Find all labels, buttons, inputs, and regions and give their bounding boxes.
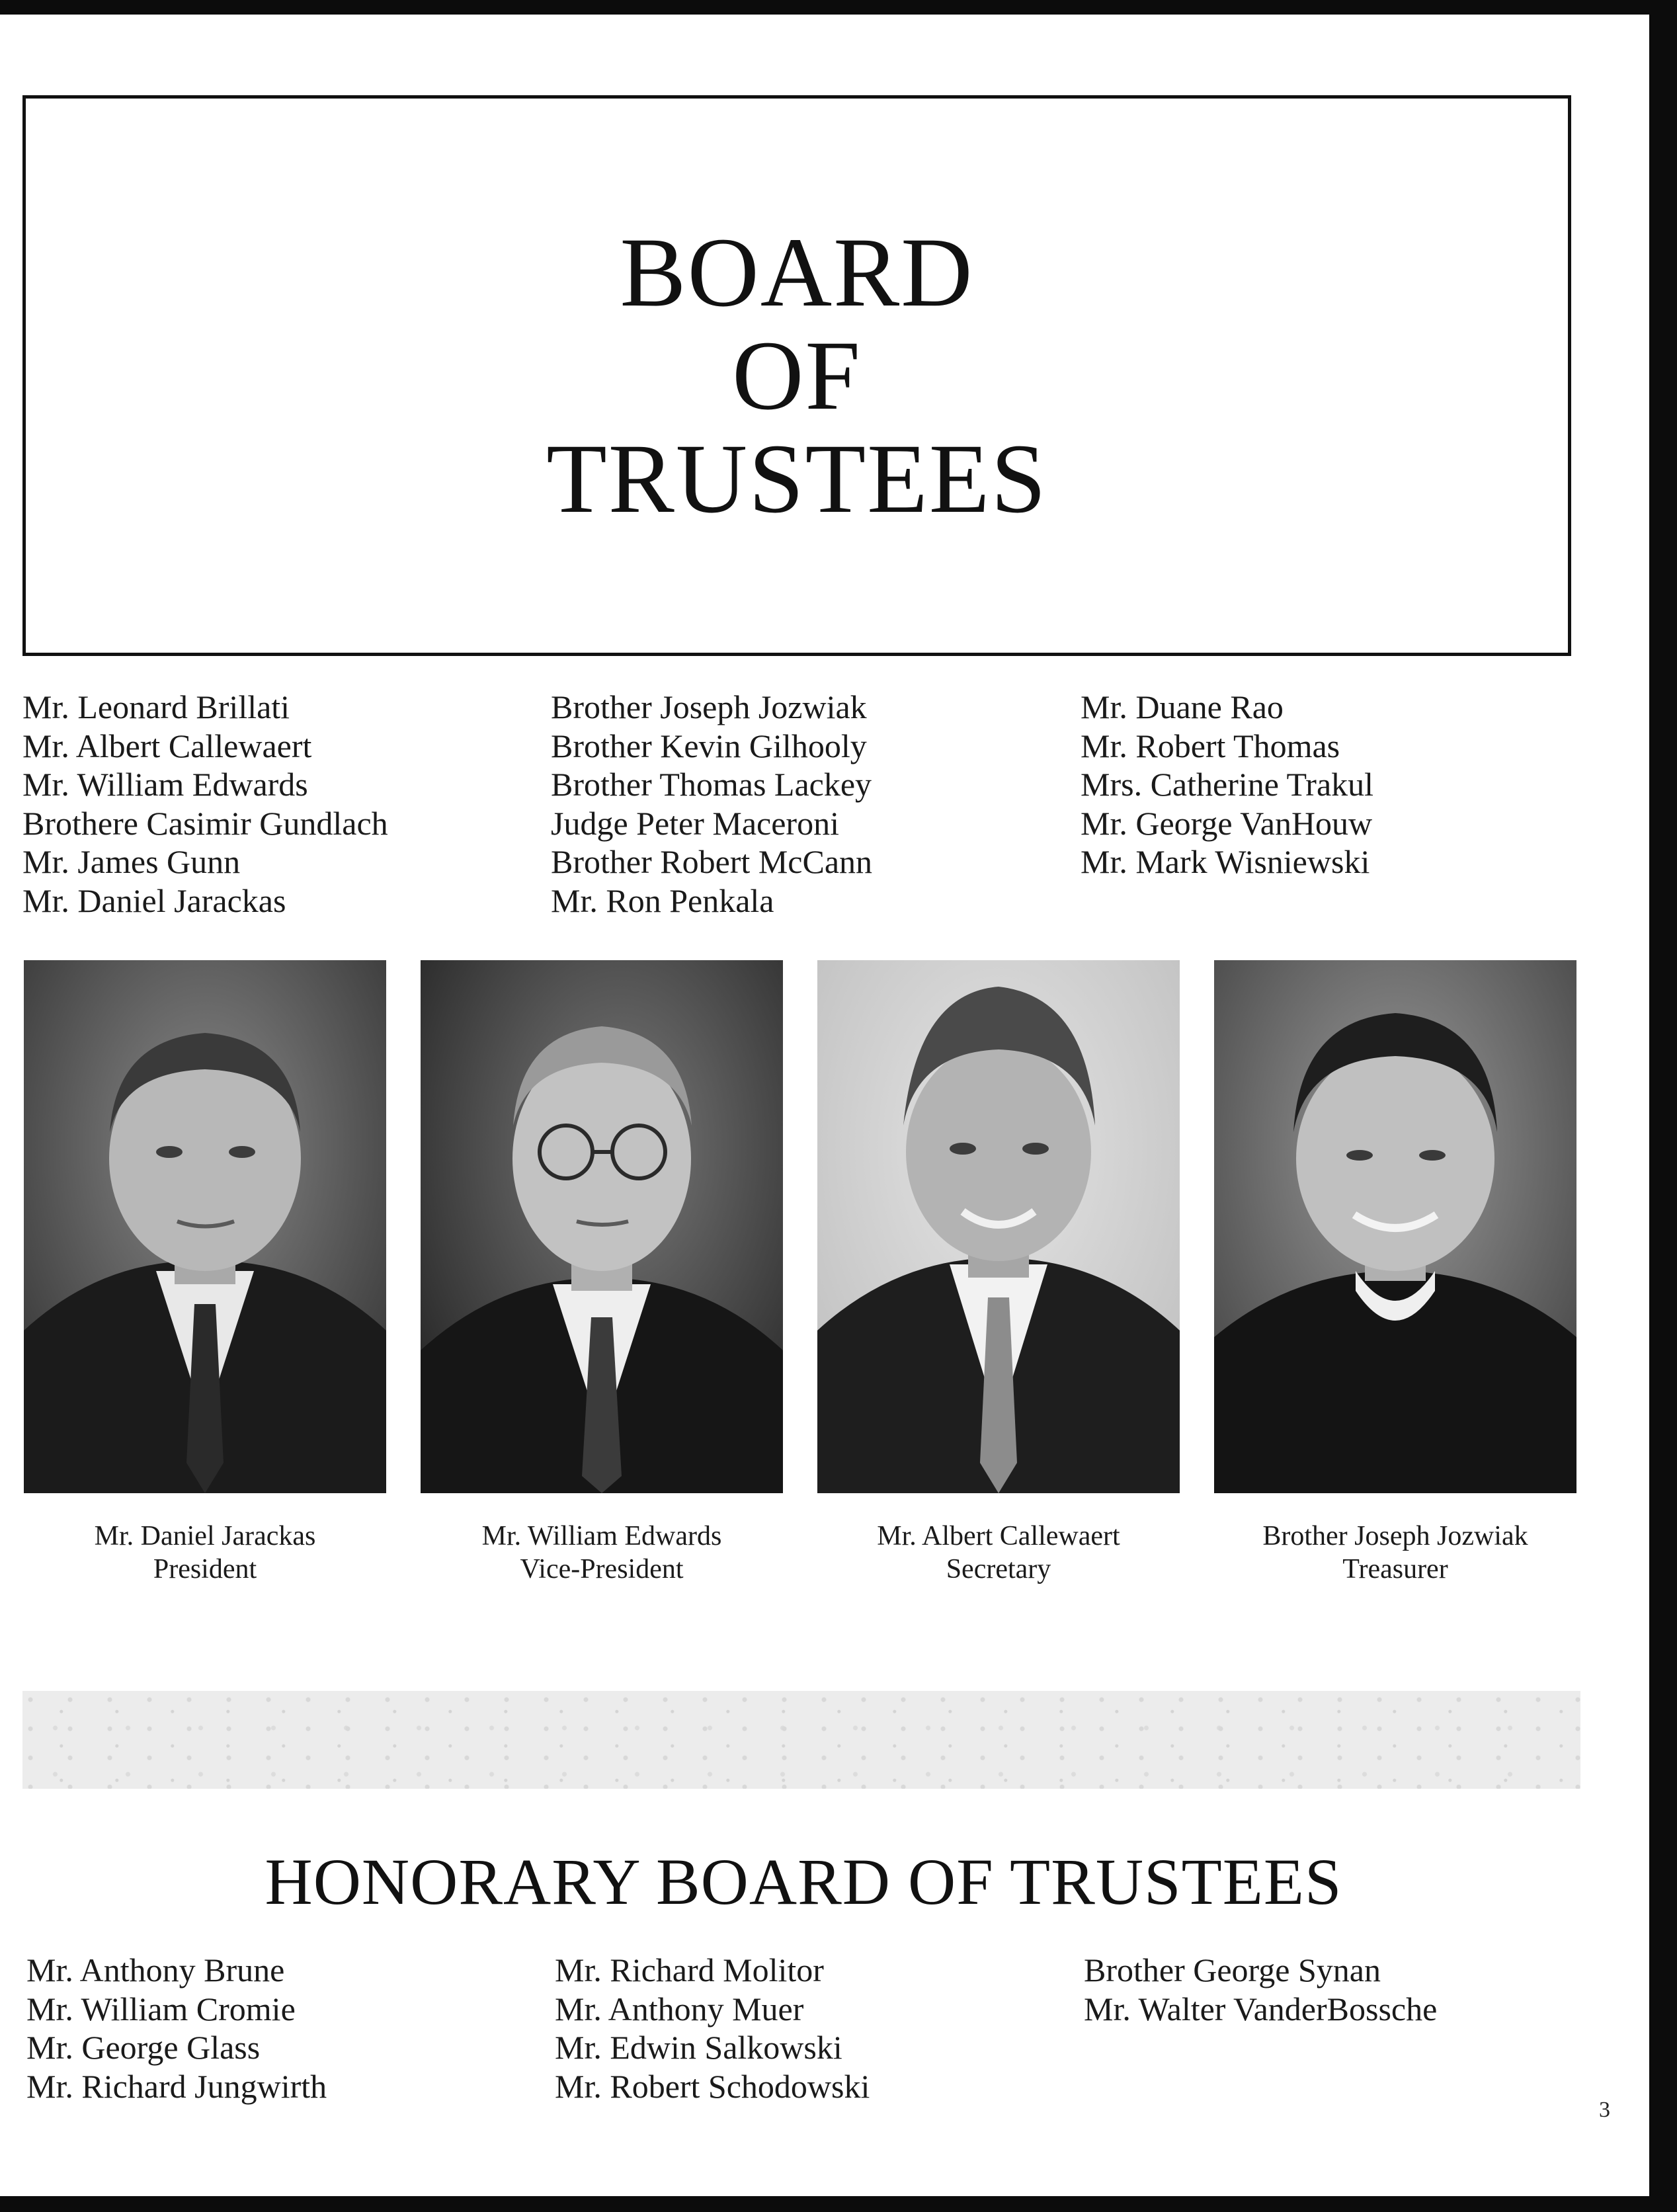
trustee-name: Mrs. Catherine Trakul [1081,766,1374,803]
honorary-name: Mr. Anthony Brune [26,1951,285,1988]
scan-edge-right [1649,0,1677,2212]
honorary-name: Mr. George Glass [26,2029,261,2066]
scan-edge-top [0,0,1677,15]
trustee-name: Mr. Mark Wisniewski [1081,843,1370,880]
trustee-name: Mr. James Gunn [22,843,241,880]
trustee-name: Mr. Ron Penkala [551,881,774,919]
portrait-vice-president-image [421,960,783,1493]
caption-role: President [153,1554,257,1584]
trustee-name: Mr. Leonard Brillati [22,688,290,725]
page-title [546,218,1047,534]
trustee-name: Mr. William Edwards [22,766,308,803]
title-line-trustees: TRUSTEES [546,424,1047,534]
honorary-name: Mr. William Cromie [26,1990,296,2028]
trustee-name: Brother Kevin Gilhooly [551,727,867,764]
decorative-texture-band [22,1691,1580,1789]
portrait-treasurer-image [1214,960,1576,1493]
trustee-name: Brother Joseph Jozwiak [551,688,867,725]
trustee-name: Mr. Duane Rao [1081,688,1284,725]
trustee-name: Mr. Robert Thomas [1081,727,1340,764]
portrait-treasurer [1214,960,1576,1493]
trustees-column-2 [551,688,1053,920]
trustee-name: Mr. Albert Callewaert [22,727,312,764]
caption-role: Vice-President [520,1554,684,1584]
scan-edge-bottom [0,2196,1677,2212]
trustees-column-3 [1081,688,1583,881]
honorary-name: Mr. Edwin Salkowski [555,2029,842,2066]
trustee-name: Brothere Casimir Gundlach [22,804,388,842]
title-line-board: BOARD [620,218,974,327]
trustee-name: Brother Robert McCann [551,843,873,880]
trustee-name: Mr. Daniel Jarackas [22,881,286,919]
caption-vice-president [417,1520,787,1586]
honorary-name: Mr. Robert Schodowski [555,2067,870,2105]
portrait-vice-president [421,960,783,1493]
honorary-column-3 [1084,1951,1586,2028]
trustee-name: Brother Thomas Lackey [551,766,872,803]
caption-name: Mr. Albert Callewaert [877,1521,1120,1551]
portrait-president-image [24,960,386,1493]
caption-name: Mr. Daniel Jarackas [94,1521,316,1551]
caption-name: Brother Joseph Jozwiak [1262,1521,1528,1551]
portrait-secretary-image [817,960,1180,1493]
caption-role: Treasurer [1342,1554,1448,1584]
trustee-name: Mr. George VanHouw [1081,804,1373,842]
caption-name: Mr. William Edwards [481,1521,722,1551]
honorary-name: Mr. Richard Jungwirth [26,2067,327,2105]
honorary-name: Brother George Synan [1084,1951,1381,1988]
title-line-of: OF [732,321,862,430]
caption-role: Secretary [946,1554,1051,1584]
portrait-secretary [817,960,1180,1493]
honorary-name: Mr. Richard Molitor [555,1951,824,1988]
portrait-president [24,960,386,1493]
honorary-column-1 [26,1951,529,2106]
honorary-name: Mr. Walter VanderBossche [1084,1990,1438,2028]
trustee-name: Judge Peter Maceroni [551,804,839,842]
title-box [22,95,1571,656]
caption-secretary [813,1520,1184,1586]
trustees-column-1 [22,688,525,920]
honorary-column-2 [555,1951,1057,2106]
honorary-board-heading: HONORARY BOARD OF TRUSTEES [265,1845,1342,1918]
page-number: 3 [1599,2098,1610,2122]
caption-treasurer [1210,1520,1580,1586]
honorary-name: Mr. Anthony Muer [555,1990,804,2028]
caption-president [20,1520,390,1586]
